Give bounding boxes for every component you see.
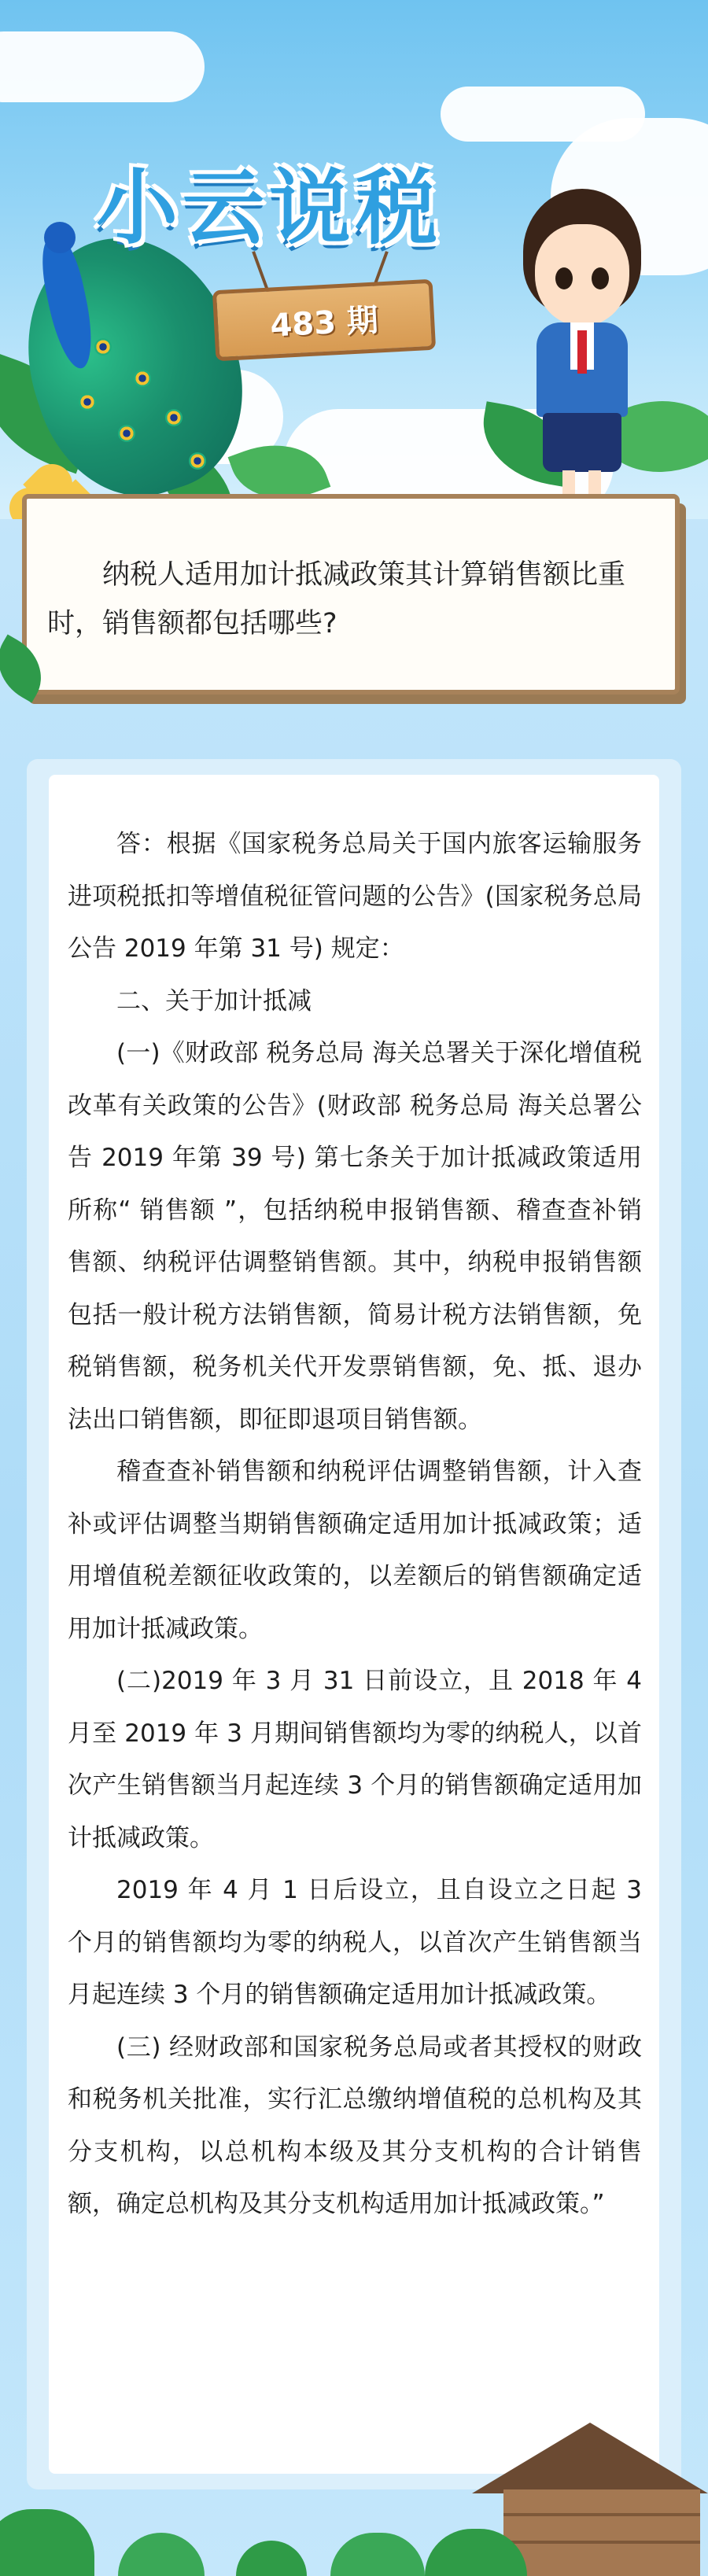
girl-face xyxy=(535,224,629,326)
hut-plank xyxy=(503,2541,700,2544)
answer-paragraph: (一)《财政部 税务总局 海关总署关于深化增值税改革有关政策的公告》(财政部 税务总局 海关总署公告 2019 年第 39 号) 第七条关于加计抵减政策适用所称“ 销售额 ”，包括纳税申报销售额、稽查查补销售额、纳税评估调整销售额。其中，纳税申报销售额包括一般计税方法销售额，简易计税方法销售额，免税销售额，税务机关代开发票销售额，免、抵、退办法出口销售额，即征即退项目销售额。 xyxy=(68,1039,642,1434)
peacock-feather-eye xyxy=(189,452,206,470)
peacock-feather-eye xyxy=(118,425,135,442)
question-text: 纳税人适用加计抵减政策其计算销售额比重时，销售额都包括哪些? xyxy=(47,559,626,639)
peacock-feather-eye xyxy=(134,370,151,387)
hut-illustration xyxy=(503,2489,700,2576)
answer-paragraph: (三) 经财政部和国家税务总局或者其授权的财政和税务机关批准，实行汇总缴纳增值税的总机构及其分支机构，以总机构本级及其分支机构的合计销售额，确定总机构及其分支机构适用加计抵减政策。” xyxy=(68,2032,642,2218)
girl-tie xyxy=(577,330,587,374)
page-title: 小云说税 xyxy=(96,160,443,256)
answer-paragraph: 2019 年 4 月 1 日后设立，且自设立之日起 3 个月的销售额均为零的纳税人，以首次产生销售额当月起连续 3 个月的销售额确定适用加计抵减政策。 xyxy=(68,1876,642,2009)
peacock-feather-eye xyxy=(94,338,112,356)
answer-paragraph: (二)2019 年 3 月 31 日前设立，且 2018 年 4 月至 2019 年 3 月期间销售额均为零的纳税人，以首次产生销售额当月起连续 3 个月的销售额确定适用加计抵减政策。 xyxy=(68,1667,642,1852)
answer-paragraph: 答：根据《国家税务总局关于国内旅客运输服务进项税抵扣等增值税征管问题的公告》(国家税务总局公告 2019 年第 31 号) 规定： xyxy=(68,830,642,963)
bush-decoration xyxy=(0,2509,94,2576)
bush-decoration xyxy=(118,2533,205,2576)
header-banner xyxy=(0,0,708,519)
issue-sign xyxy=(212,279,436,362)
girl-eye xyxy=(555,267,573,289)
girl-eye xyxy=(592,267,609,289)
hut-plank xyxy=(503,2513,700,2516)
bush-decoration xyxy=(236,2541,307,2576)
answer-paragraph: 稽查查补销售额和纳税评估调整销售额，计入查补或评估调整当期销售额确定适用加计抵减政策；适用增值税差额征收政策的，以差额后的销售额确定适用加计抵减政策。 xyxy=(68,1458,642,1643)
peacock-head-illustration xyxy=(44,222,76,253)
peacock-feather-eye xyxy=(165,409,183,426)
bush-decoration xyxy=(330,2533,425,2576)
cloud-decoration xyxy=(0,31,205,102)
issue-number: 483 期 xyxy=(269,301,379,345)
answer-text xyxy=(68,818,642,2231)
peacock-feather-eye xyxy=(79,393,96,411)
girl-skirt xyxy=(543,413,621,472)
answer-paragraph: 二、关于加计抵减 xyxy=(116,986,312,1015)
